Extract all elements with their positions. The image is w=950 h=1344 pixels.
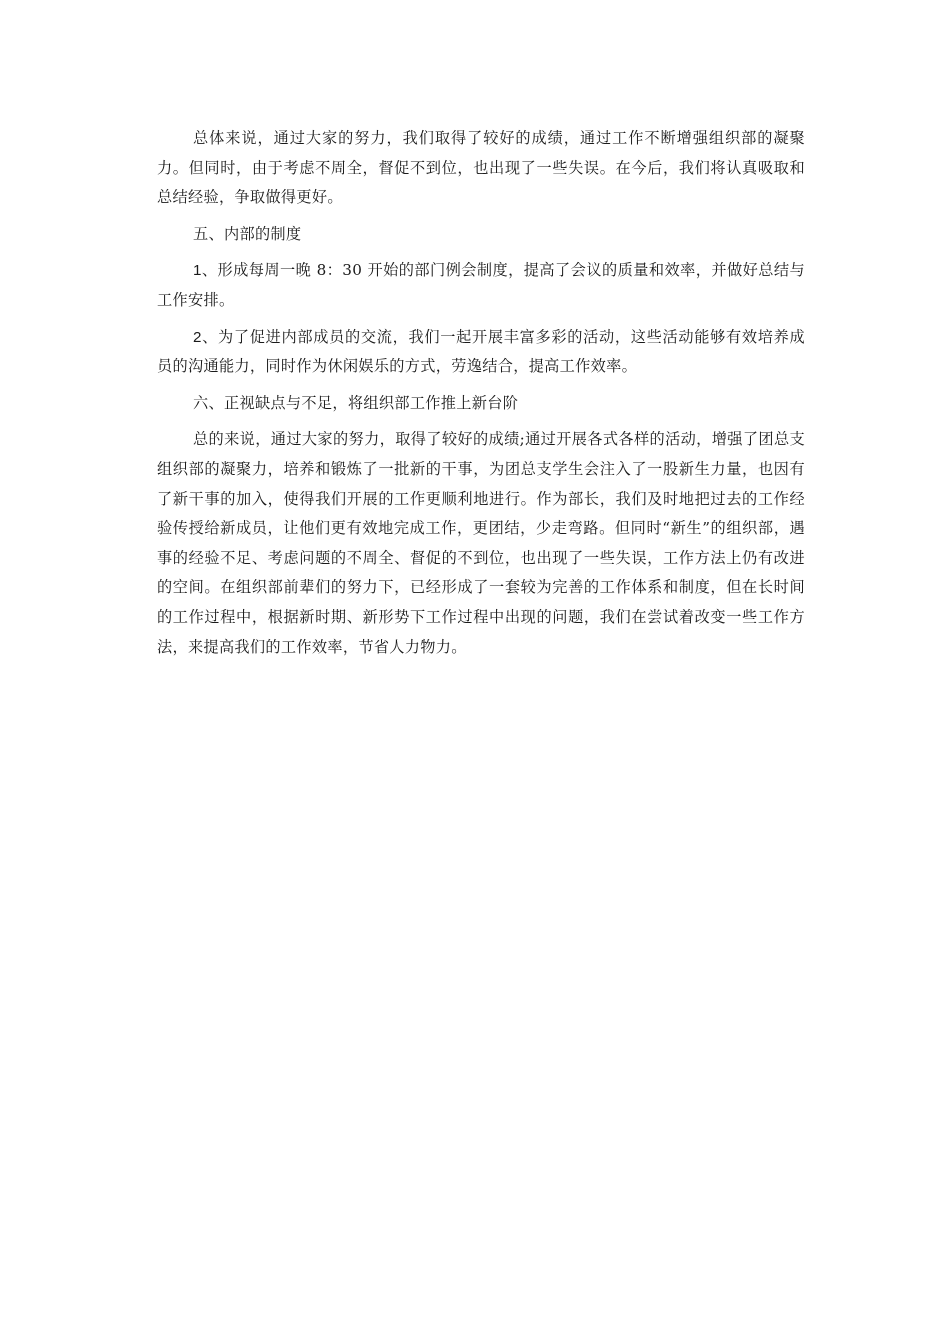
section-heading-shortcomings: 六、正视缺点与不足，将组织部工作推上新台阶 — [193, 393, 519, 412]
list-item-number: 1 — [193, 262, 202, 280]
list-item-text: 、为了促进内部成员的交流，我们一起开展丰富多彩的活动，这些活动能够有效培养成员的沟通能力，同时作为休闲娱乐的方式，劳逸结合，提高工作效率。 — [157, 327, 805, 376]
list-item-weekly-meeting — [157, 256, 805, 315]
list-item-member-activities — [157, 323, 805, 382]
list-item-number: 2 — [193, 328, 202, 346]
document-page — [157, 124, 805, 662]
conclusion-paragraph: 总的来说，通过大家的努力，取得了较好的成绩;通过开展各式各样的活动，增强了团总支组织部的凝聚力，培养和锻炼了一批新的干事，为团总支学生会注入了一股新生力量，也因有了新干事的加入，使得我们开展的工作更顺利地进行。作为部长，我们及时地把过去的工作经验传授给新成员，让他们更有效地完成工作，更团结，少走弯路。但同时“新生”的组织部，遇事的经验不足、考虑问题的不周全、督促的不到位，也出现了一些失误，工作方法上仍有改进的空间。在组织部前辈们的努力下，已经形成了一套较为完善的工作体系和制度，但在长时间的工作过程中，根据新时期、新形势下工作过程中出现的问题，我们在尝试着改变一些工作方法，来提高我们的工作效率，节省人力物力。 — [157, 430, 805, 656]
list-item-text: 、形成每周一晚 8：30 开始的部门例会制度，提高了会议的质量和效率，并做好总结与工作安排。 — [157, 261, 805, 309]
section-heading-internal-system: 五、内部的制度 — [193, 224, 302, 243]
summary-paragraph: 总体来说，通过大家的努力，我们取得了较好的成绩，通过工作不断增强组织部的凝聚力。但同时，由于考虑不周全，督促不到位，也出现了一些失误。在今后，我们将认真吸取和总结经验，争取做得更好。 — [157, 129, 805, 207]
